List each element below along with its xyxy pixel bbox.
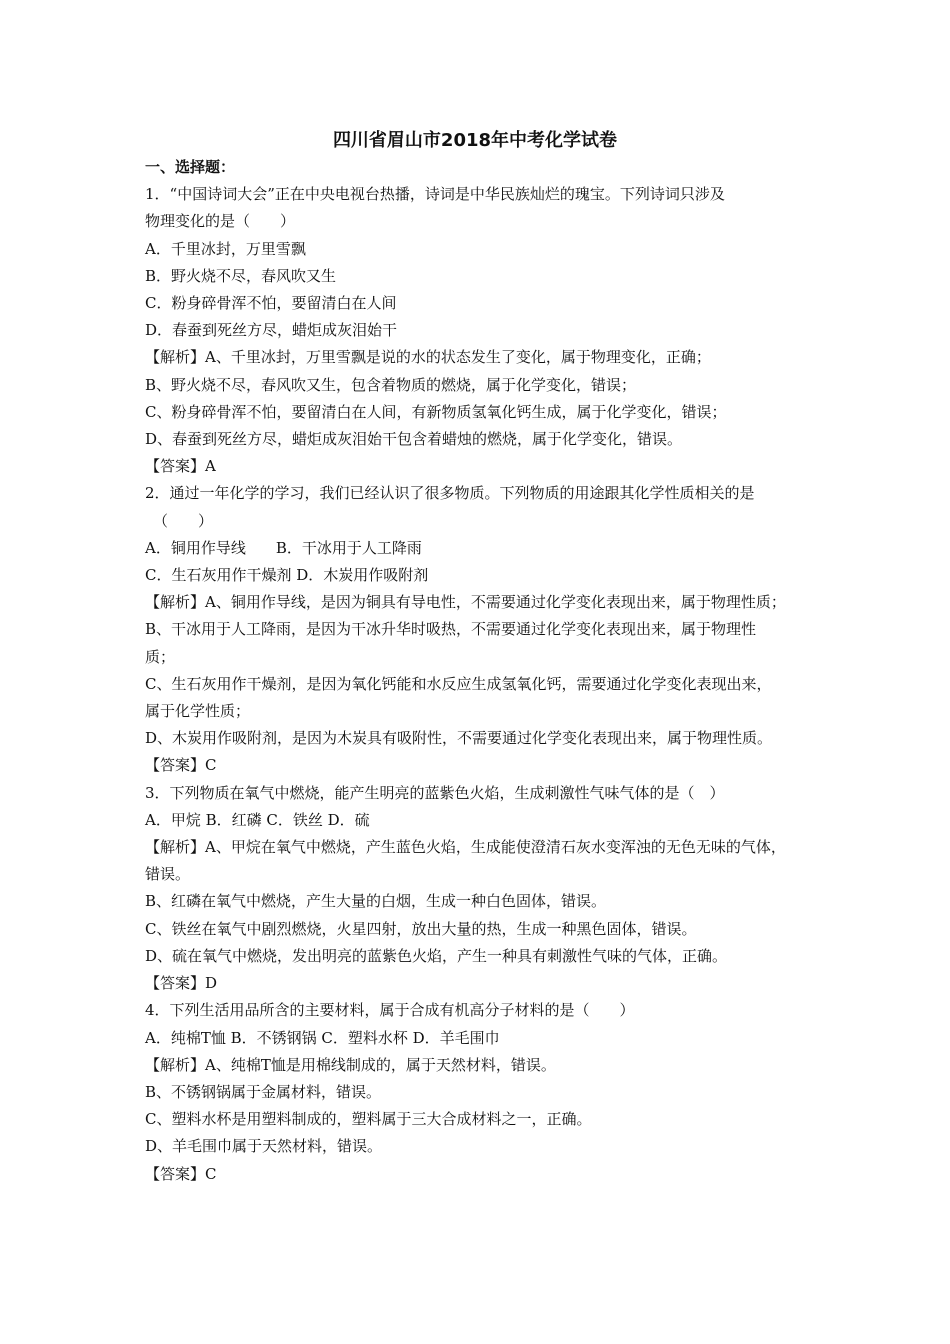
q2-analysis-d: D、木炭用作吸附剂，是因为木炭具有吸附性，不需要通过化学变化表现出来，属于物理性质。 bbox=[145, 729, 773, 748]
q2-analysis-b-cont: 质； bbox=[145, 647, 176, 666]
q4-options: A．纯棉T恤 B．不锈钢锅 C．塑料水杯 D．羊毛围巾 bbox=[145, 1028, 500, 1047]
q2-analysis-b: B、干冰用于人工降雨，是因为干冰升华时吸热，不需要通过化学变化表现出来，属于物理性 bbox=[145, 620, 757, 639]
q3-options: A．甲烷 B．红磷 C．铁丝 D．硫 bbox=[145, 810, 370, 829]
document-title: 四川省眉山市2018年中考化学试卷 bbox=[332, 130, 618, 151]
section-heading: 一、选择题： bbox=[145, 158, 236, 176]
document-body bbox=[145, 154, 825, 1188]
q4-answer: 【答案】C bbox=[145, 1164, 217, 1183]
q1-option-c: C．粉身碎骨浑不怕，要留清白在人间 bbox=[145, 294, 397, 313]
q2-stem-cont: （ ） bbox=[153, 511, 214, 530]
q2-options-cd: C．生石灰用作干燥剂 D．木炭用作吸附剂 bbox=[145, 566, 429, 585]
q1-analysis-d: D、春蚕到死丝方尽，蜡炬成灰泪始干包含着蜡烛的燃烧，属于化学变化，错误。 bbox=[145, 430, 683, 449]
q1-analysis-c: C、粉身碎骨浑不怕，要留清白在人间，有新物质氢氧化钙生成，属于化学变化，错误； bbox=[145, 402, 727, 421]
q1-analysis-b: B、野火烧不尽，春风吹又生，包含着物质的燃烧，属于化学变化，错误； bbox=[145, 375, 637, 394]
q3-analysis-d: D、硫在氧气中燃烧，发出明亮的蓝紫色火焰，产生一种具有刺激性气味的气体，正确。 bbox=[145, 946, 728, 965]
q3-stem: 3．下列物质在氧气中燃烧，能产生明亮的蓝紫色火焰，生成刺激性气味气体的是（ ） bbox=[145, 783, 725, 802]
q2-answer: 【答案】C bbox=[145, 756, 217, 775]
q3-analysis-a-cont: 错误。 bbox=[145, 865, 191, 884]
q3-answer: 【答案】D bbox=[145, 974, 218, 993]
q4-stem: 4．下列生活用品所含的主要材料，属于合成有机高分子材料的是（ ） bbox=[145, 1001, 635, 1020]
q1-option-a: A．千里冰封，万里雪飘 bbox=[145, 239, 306, 258]
q4-analysis-b: B、不锈钢锅属于金属材料，错误。 bbox=[145, 1082, 382, 1101]
q1-answer: 【答案】A bbox=[145, 457, 216, 476]
q1-stem-cont: 物理变化的是（ ） bbox=[145, 212, 296, 231]
q1-option-b: B．野火烧不尽，春风吹又生 bbox=[145, 266, 337, 285]
q2-stem: 2．通过一年化学的学习，我们已经认识了很多物质。下列物质的用途跟其化学性质相关的是 bbox=[145, 484, 755, 503]
q3-analysis-b: B、红磷在氧气中燃烧，产生大量的白烟，生成一种白色固体，错误。 bbox=[145, 892, 607, 911]
q4-analysis-c: C、塑料水杯是用塑料制成的，塑料属于三大合成材料之一，正确。 bbox=[145, 1110, 592, 1129]
q4-analysis-d: D、羊毛围巾属于天然材料，错误。 bbox=[145, 1137, 383, 1156]
q2-options-ab: A．铜用作导线 B．干冰用于人工降雨 bbox=[145, 538, 422, 557]
q2-analysis-a: 【解析】A、铜用作导线，是因为铜具有导电性，不需要通过化学变化表现出来，属于物理性质； bbox=[145, 593, 786, 612]
q4-analysis-a: 【解析】A、纯棉T恤是用棉线制成的，属于天然材料，错误。 bbox=[145, 1055, 556, 1074]
q1-analysis-a: 【解析】A、千里冰封，万里雪飘是说的水的状态发生了变化，属于物理变化，正确； bbox=[145, 348, 711, 367]
q2-analysis-c-cont: 属于化学性质； bbox=[145, 702, 251, 721]
q1-stem: 1．“中国诗词大会”正在中央电视台热播，诗词是中华民族灿烂的瑰宝。下列诗词只涉及 bbox=[145, 185, 725, 204]
q2-analysis-c: C、生石灰用作干燥剂，是因为氧化钙能和水反应生成氢氧化钙，需要通过化学变化表现出来， bbox=[145, 674, 772, 693]
q1-option-d: D．春蚕到死丝方尽，蜡炬成灰泪始干 bbox=[145, 321, 398, 340]
q3-analysis-c: C、铁丝在氧气中剧烈燃烧，火星四射，放出大量的热，生成一种黑色固体，错误。 bbox=[145, 919, 697, 938]
q3-analysis-a: 【解析】A、甲烷在氧气中燃烧，产生蓝色火焰，生成能使澄清石灰水变浑浊的无色无味的气体， bbox=[145, 838, 786, 857]
